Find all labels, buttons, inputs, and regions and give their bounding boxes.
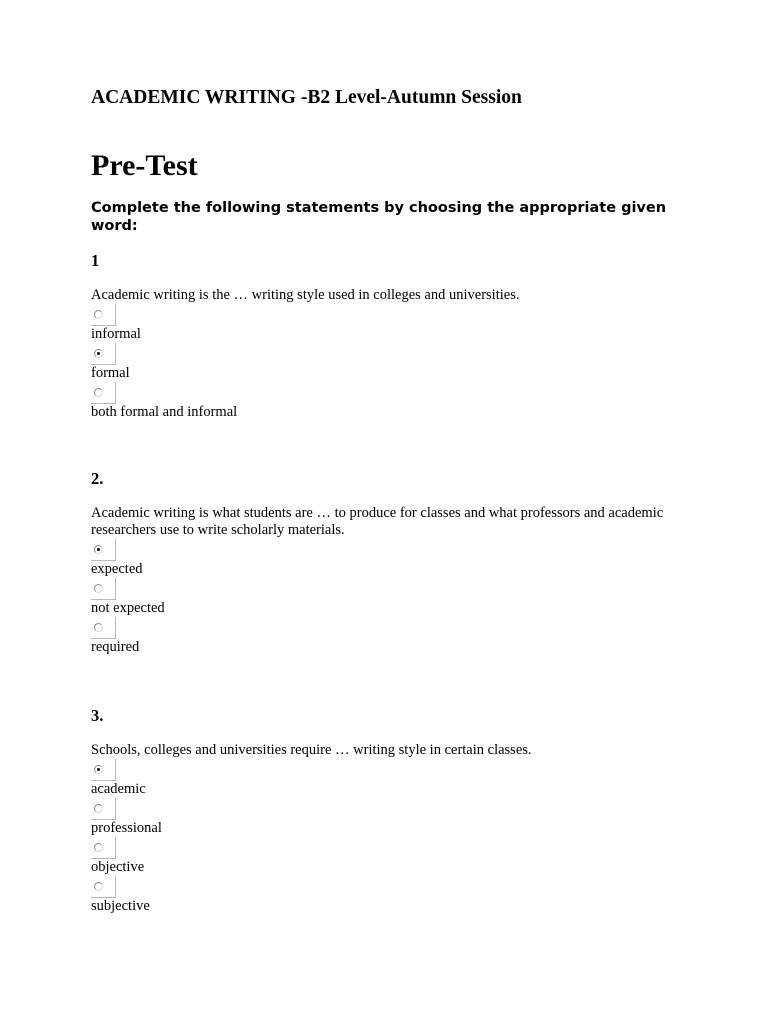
option-label: both formal and informal bbox=[91, 404, 238, 420]
option-label: informal bbox=[91, 326, 141, 342]
option-label: not expected bbox=[91, 600, 165, 616]
option-label: expected bbox=[91, 561, 143, 577]
question-number: 3. bbox=[91, 706, 104, 725]
option-radio-box[interactable] bbox=[91, 304, 116, 326]
question-3 bbox=[91, 706, 671, 915]
option-label: required bbox=[91, 639, 140, 655]
radio-button-unchecked-icon[interactable] bbox=[94, 882, 103, 891]
question-number: 2. bbox=[91, 469, 104, 488]
option-radio-box[interactable] bbox=[91, 382, 116, 404]
page-title: Pre-Test bbox=[91, 149, 198, 182]
option-radio-box[interactable] bbox=[91, 617, 116, 639]
question-text: Academic writing is the … writing style used in colleges and universities. bbox=[91, 287, 520, 303]
option-radio-box[interactable] bbox=[91, 578, 116, 600]
question-number: 1 bbox=[91, 251, 100, 270]
option-radio-box[interactable] bbox=[91, 539, 116, 561]
radio-button-unchecked-icon[interactable] bbox=[94, 623, 103, 632]
radio-button-unchecked-icon[interactable] bbox=[94, 804, 103, 813]
option-label: formal bbox=[91, 365, 130, 381]
option-label: objective bbox=[91, 859, 145, 875]
option-label: subjective bbox=[91, 898, 150, 914]
radio-button-checked-icon[interactable] bbox=[94, 545, 103, 554]
radio-button-unchecked-icon[interactable] bbox=[94, 843, 103, 852]
option-radio-box[interactable] bbox=[91, 759, 116, 781]
radio-button-unchecked-icon[interactable] bbox=[94, 584, 103, 593]
radio-button-unchecked-icon[interactable] bbox=[94, 310, 103, 319]
option-list bbox=[91, 759, 671, 915]
course-title: ACADEMIC WRITING -B2 Level-Autumn Session bbox=[91, 87, 522, 108]
option-radio-box[interactable] bbox=[91, 798, 116, 820]
option-label: academic bbox=[91, 781, 146, 797]
option-label: professional bbox=[91, 820, 162, 836]
option-list bbox=[91, 539, 671, 656]
option-radio-box[interactable] bbox=[91, 343, 116, 365]
radio-button-checked-icon[interactable] bbox=[94, 349, 103, 358]
question-text: Academic writing is what students are … to produce for classes and what professors and academic researchers use to write scholarly materials. bbox=[91, 505, 664, 538]
radio-button-unchecked-icon[interactable] bbox=[94, 388, 103, 397]
question-text: Schools, colleges and universities require … writing style in certain classes. bbox=[91, 742, 532, 758]
question-2 bbox=[91, 469, 671, 656]
instructions-text: Complete the following statements by choosing the appropriate given word: bbox=[91, 200, 667, 234]
question-1 bbox=[91, 251, 671, 421]
option-radio-box[interactable] bbox=[91, 837, 116, 859]
option-list bbox=[91, 304, 671, 421]
radio-button-checked-icon[interactable] bbox=[94, 765, 103, 774]
option-radio-box[interactable] bbox=[91, 876, 116, 898]
